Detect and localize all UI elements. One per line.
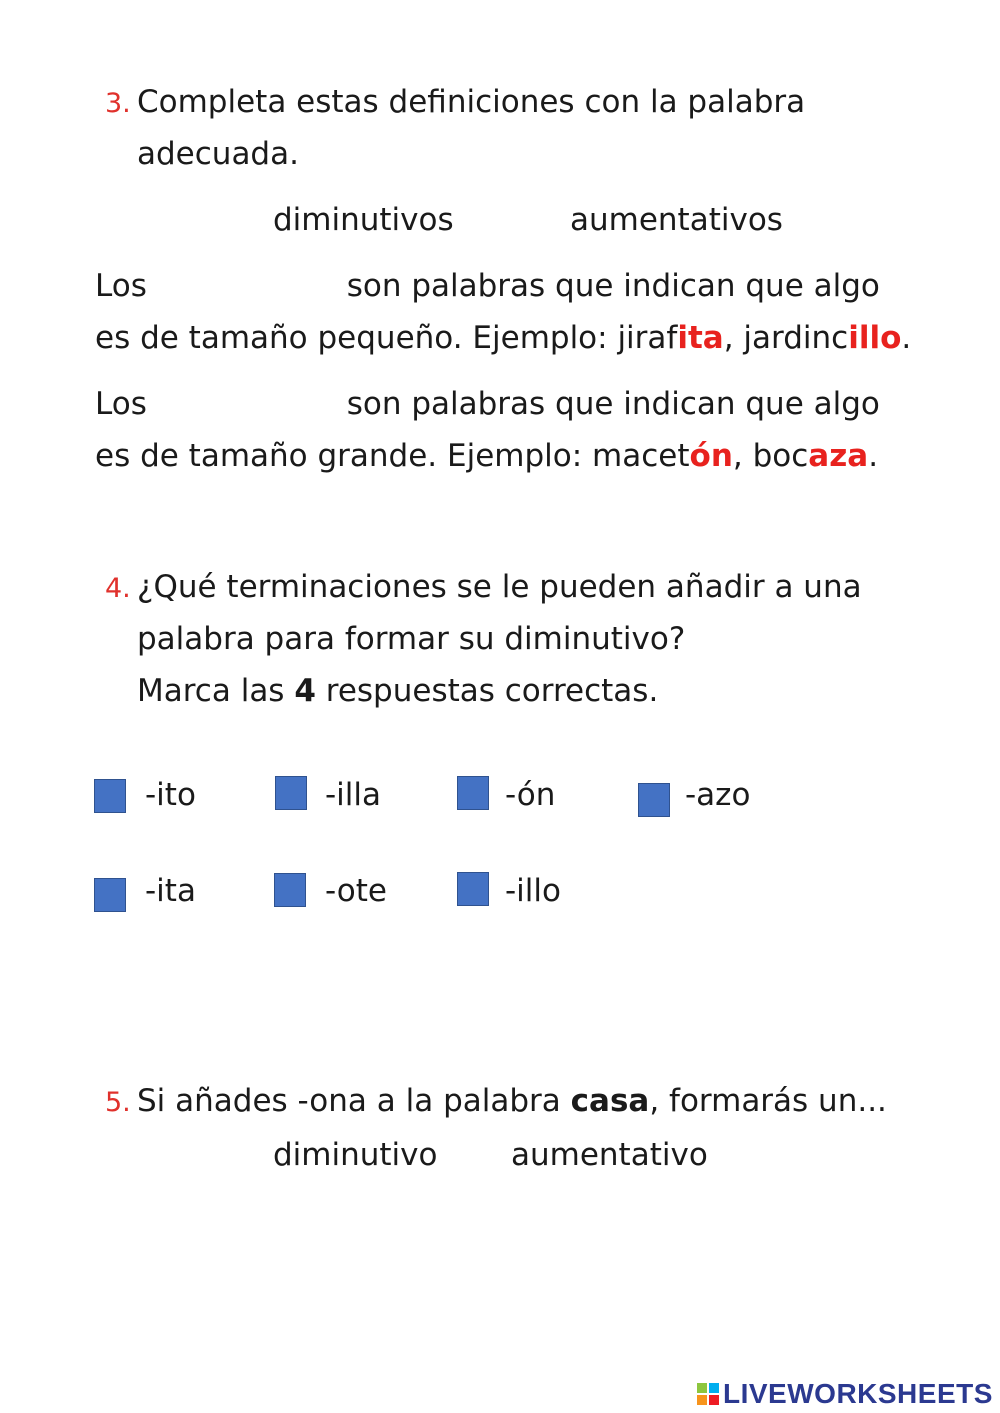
q3-option-aumentativos[interactable]: aumentativos <box>570 202 783 238</box>
liveworksheets-logo-icon <box>697 1383 719 1405</box>
def1-period: . <box>901 320 912 356</box>
q4-number: 4. <box>105 573 131 604</box>
checkbox-illo[interactable] <box>457 872 489 906</box>
def1-example-text2: , jardinc <box>723 320 849 356</box>
q5-prompt <box>137 1081 887 1121</box>
def2-example-text: es de tamaño grande. Ejemplo: macet <box>95 438 690 474</box>
option-label-ito: -ito <box>145 777 196 813</box>
option-label-illo: -illo <box>505 873 561 909</box>
q5-option-aumentativo[interactable]: aumentativo <box>511 1137 708 1173</box>
logo-square-4 <box>709 1395 719 1405</box>
def2-los: Los <box>95 386 147 422</box>
liveworksheets-logo <box>697 1378 993 1410</box>
def2-example-text2: , boc <box>732 438 809 474</box>
option-label-ote: -ote <box>325 873 387 909</box>
def1-suffix-ita: ita <box>677 320 724 356</box>
def2-rest: son palabras que indican que algo <box>346 386 880 422</box>
def1-example-text: es de tamaño pequeño. Ejemplo: jiraf <box>95 320 678 356</box>
option-label-ita: -ita <box>145 873 196 909</box>
q3-def2-line2 <box>95 436 878 476</box>
checkbox-on[interactable] <box>457 776 489 810</box>
q3-prompt-line1: Completa estas definiciones con la palabra <box>137 84 806 120</box>
def2-suffix-aza: aza <box>808 438 869 474</box>
q3-option-diminutivos[interactable]: diminutivos <box>273 202 454 238</box>
def2-period: . <box>868 438 879 474</box>
def1-suffix-illo: illo <box>848 320 902 356</box>
q3-number: 3. <box>105 88 131 119</box>
checkbox-ita[interactable] <box>94 878 126 912</box>
def2-suffix-on: ón <box>689 438 733 474</box>
logo-square-1 <box>697 1383 707 1393</box>
q4-line3-end: respuestas correctas. <box>325 673 659 709</box>
q3-def2-line1 <box>95 384 880 424</box>
def2-answer-blank[interactable] <box>147 388 337 424</box>
liveworksheets-brand-text: LIVEWORKSHEETS <box>723 1378 993 1409</box>
q3-def1-line2 <box>95 318 911 358</box>
q4-prompt-line1: ¿Qué terminaciones se le pueden añadir a una <box>137 569 862 605</box>
option-label-azo: -azo <box>685 777 751 813</box>
logo-square-3 <box>697 1395 707 1405</box>
checkbox-ito[interactable] <box>94 779 126 813</box>
q4-line3-start: Marca las <box>137 673 285 709</box>
def1-los: Los <box>95 268 147 304</box>
checkbox-azo[interactable] <box>638 783 670 817</box>
q5-word-casa: casa <box>570 1083 650 1119</box>
q5-number: 5. <box>105 1087 131 1118</box>
q4-count: 4 <box>294 673 316 709</box>
q4-prompt-line2: palabra para formar su diminutivo? <box>137 621 686 657</box>
q4-prompt-line3 <box>137 671 658 711</box>
checkbox-ote[interactable] <box>274 873 306 907</box>
q3-prompt-line2: adecuada. <box>137 136 299 172</box>
logo-square-2 <box>709 1383 719 1393</box>
def1-rest: son palabras que indican que algo <box>346 268 880 304</box>
q3-def1-line1 <box>95 266 880 306</box>
q5-text-start: Si añades -ona a la palabra <box>137 1083 561 1119</box>
option-label-on: -ón <box>505 777 556 813</box>
checkbox-illa[interactable] <box>275 776 307 810</box>
option-label-illa: -illa <box>325 777 382 813</box>
def1-answer-blank[interactable] <box>147 270 337 306</box>
q5-text-end: , formarás un... <box>649 1083 887 1119</box>
q5-option-diminutivo[interactable]: diminutivo <box>273 1137 438 1173</box>
